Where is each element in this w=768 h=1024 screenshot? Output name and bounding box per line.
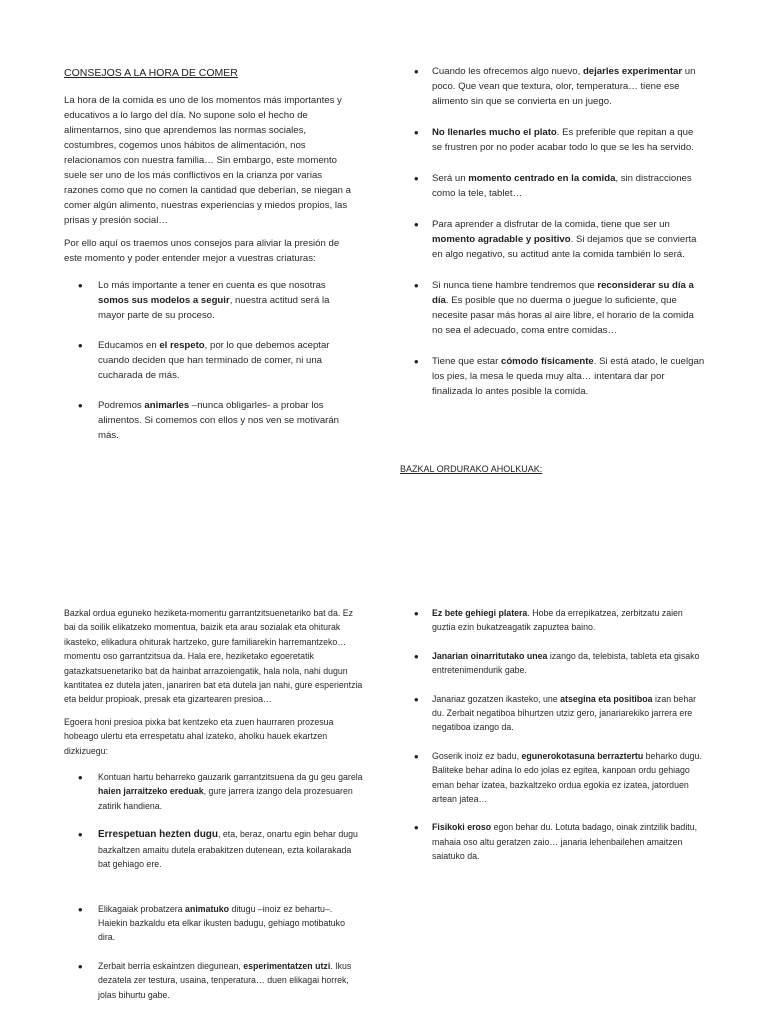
list-item: • Educamos en el respeto, por lo que debemos aceptar cuando deciden que han terminado de comer, ni una cucharada de más. — [64, 338, 356, 383]
list-item: • Elikagaiak probatzera animatuko ditugu –inoiz ez behartu–. Haiekin bazkaldu eta elkar ikusten badugu, gehiago motibatuko dira. — [64, 902, 364, 945]
es-left-column — [64, 66, 356, 443]
list-item: • Janarian oinarritutako unea izango da, telebista, tableta eta gisako entretenimendurik gabe. — [414, 649, 706, 678]
eu-left-list — [64, 770, 364, 1002]
list-item: • Fisikoki eroso egon behar du. Lotuta badago, oinak zintzilik baditu, mahaia oso altu geratzen zaio… janaria lehenbailehen amaitzen saiatuko da. — [414, 820, 706, 863]
list-item: • Ez bete gehiegi platera. Hobe da errepikatzea, zerbitzatu zaien guztia ezin bukatzeagatik zapuztea baino. — [414, 606, 706, 635]
list-item: • Zerbait berria eskaintzen diegunean, esperimentatzen utzi. Ikus dezatela zer testura, usaina, tenperatura… duen elikagai horrek, jolas bihurtu gabe. — [64, 959, 364, 1002]
list-item: • Si nunca tiene hambre tendremos que reconsiderar su día a día. Es posible que no duerma o juegue lo suficiente, que necesite pasar más horas al aire libre, el horario de la comida no sea el adecuado, coma entre comidas… — [414, 278, 706, 338]
eu-intro: Bazkal ordua eguneko heziketa-momentu garrantzitsuenetariko bat da. Ez bai da soilik elikatzeko momentua, baizik eta arau sozialak eta ohiturak ikasteko, elikadura ohiturak hartzeko, gure familiarekin harremantzeko… momentu oso garrantzitsua da. Hala ere, heziketako egoeretatik gatazkatsuenetariko bat da hainbat arrazoiengatik, hala nola, nahi dugun kantitatea ez dutela jaten, janariren bat eta dutela jan nahi, gure esperientzia eta beldur propioak, presak eta gizartearen presioa… — [64, 608, 363, 705]
eu-right-list — [414, 606, 706, 864]
list-item: • No llenarles mucho el plato. Es preferible que repitan a que se frustren por no poder acabar todo lo que se les ha servido. — [414, 125, 706, 155]
list-item: • Goserik inoiz ez badu, egunerokotasuna berraztertu beharko dugu. Baliteke behar adina lo edo jolas ez egitea, kanpoan ordu gehiago eman behar izatea, bazkaltzeko ordua egokia ez izatea, jatorduen artean jatea… — [414, 749, 706, 807]
list-item: • Kontuan hartu beharreko gauzarik garrantzitsuena da gu geu garela haien jarraitzeko ereduak, gure jarrera izango dela prozesuaren zatirik handiena. — [64, 770, 364, 813]
es-left-list — [64, 278, 356, 443]
list-item: • Podremos animarles –nunca obligarles- a probar los alimentos. Si comemos con ellos y nos ven se motivarán más. — [64, 398, 356, 443]
es-title: CONSEJOS A LA HORA DE COMER — [64, 67, 238, 79]
es-right-list — [414, 64, 706, 399]
eu-title-block — [400, 462, 700, 477]
list-item: • Será un momento centrado en la comida, sin distracciones como la tele, tablet… — [414, 171, 706, 201]
es-lead: Por ello aquí os traemos unos consejos para aliviar la presión de este momento y poder entender mejor a vuestras criaturas: — [64, 238, 340, 264]
eu-lead: Egoera honi presioa pixka bat kentzeko eta zuen haurraren prozesua hobeago ulertu eta errespetatu ahal izateko, aholku hauek ekartzen dizkizuegu: — [64, 716, 334, 756]
list-item: • Tiene que estar cómodo físicamente. Si está atado, le cuelgan los pies, la mesa le queda muy alta… intentara dar por finalizada lo antes posible la comida. — [414, 354, 706, 399]
list-item: • Errespetuan hezten dugu, eta, beraz, onartu egin behar dugu bazkaltzen amaitu dutela erabakitzen dutenean, ezta koilarakada bat gehiago ere. — [64, 827, 364, 871]
list-item: • Cuando les ofrecemos algo nuevo, dejarles experimentar un poco. Que vean que textura, olor, temperatura… tiene ese alimento sin que se convierta en un juego. — [414, 64, 706, 109]
eu-left-column — [64, 606, 364, 1002]
es-intro: La hora de la comida es uno de los momentos más importantes y educativos a lo largo del día. No supone solo el hecho de alimentarnos, sino que aprendemos las normas sociales, costumbres, cogemos unos hábitos de alimentación, nos relacionamos con nuestra familia… Sin embargo, este momento suele ser uno de los más conflictivos en la crianza por varias razones como que no comen la cantidad que deberían, se niegan a comer algún alimento, nuestras experiencias y miedos propios, las prisas y presión social… — [64, 95, 351, 226]
list-item: • Janariaz gozatzen ikasteko, une atsegina eta positiboa izan behar du. Zerbait negatiboa bihurtzen utziz gero, janariarekiko jarrera ere negatiboa izango da. — [414, 692, 706, 735]
list-item: • Para aprender a disfrutar de la comida, tiene que ser un momento agradable y positivo. Si dejamos que se convierta en algo negativo, su actitud ante la comida también lo será. — [414, 217, 706, 262]
list-item: • Lo más importante a tener en cuenta es que nosotras somos sus modelos a seguir, nuestra actitud será la mayor parte de su proceso. — [64, 278, 356, 323]
es-right-column — [414, 64, 706, 399]
eu-right-column — [414, 606, 706, 864]
eu-title: BAZKAL ORDURAKO AHOLKUAK: — [400, 464, 543, 474]
